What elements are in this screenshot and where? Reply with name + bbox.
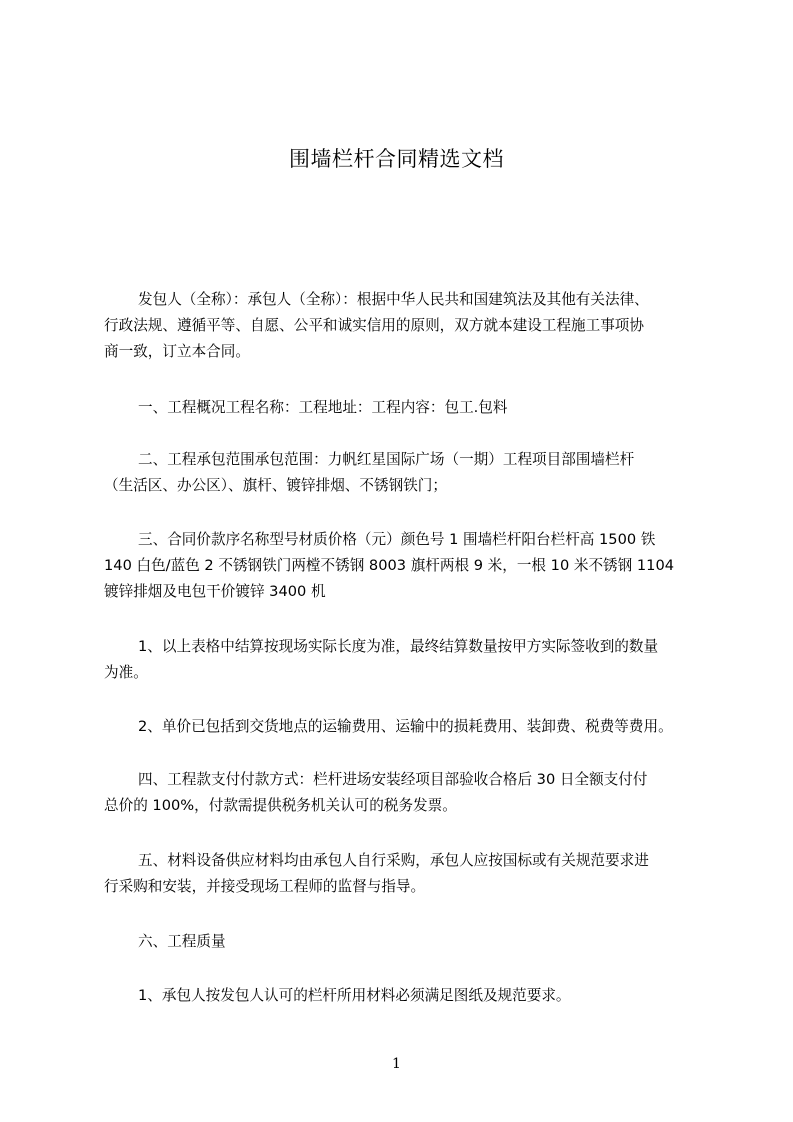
paragraph-quality-clause-1	[104, 983, 716, 1009]
paragraph-line: 六、工程质量	[138, 933, 226, 950]
paragraph-line: 140 白色/蓝色 2 不锈钢铁门两樘不锈钢 8003 旗杆两根 9 米，一根 10 米不锈钢 1104	[104, 557, 675, 574]
paragraph-line: 2、单价已包括到交货地点的运输费用、运输中的损耗费用、装卸费、税费等费用。	[138, 718, 673, 735]
paragraph-line: 五、材料设备供应材料均由承包人自行采购，承包人应按国标或有关规范要求进	[138, 852, 649, 869]
paragraph-line: 二、工程承包范围承包范围：力帆红星国际广场（一期）工程项目部围墙栏杆	[138, 451, 635, 468]
paragraph-clause-2	[104, 714, 716, 740]
paragraph-line: 总价的 100%，付款需提供税务机关认可的税务发票。	[104, 797, 457, 814]
paragraph-line: 1、以上表格中结算按现场实际长度为准，最终结算数量按甲方实际签收到的数量	[138, 638, 659, 655]
paragraph-line: 行政法规、遵循平等、自愿、公平和诚实信用的原则，双方就本建设工程施工事项协	[104, 317, 644, 334]
paragraph-section-5	[104, 848, 716, 900]
paragraph-section-1	[104, 395, 716, 421]
paragraph-line: （生活区、办公区）、旗杆、镀锌排烟、不锈钢铁门；	[104, 477, 447, 494]
paragraph-preamble	[104, 287, 716, 365]
paragraph-line: 商一致，订立本合同。	[104, 343, 250, 360]
paragraph-line: 行采购和安装，并接受现场工程师的监督与指导。	[104, 878, 426, 895]
paragraph-line: 一、工程概况工程名称：工程地址：工程内容：包工.包料	[138, 399, 508, 416]
paragraph-clause-1	[104, 634, 716, 686]
paragraph-line: 1、承包人按发包人认可的栏杆所用材料必须满足图纸及规范要求。	[138, 987, 571, 1004]
paragraph-line: 为准。	[104, 664, 148, 681]
paragraph-line: 镀锌排烟及电包干价镀锌 3400 机	[104, 583, 326, 600]
paragraph-section-3	[104, 527, 716, 605]
paragraph-line: 发包人（全称）：承包人（全称）：根据中华人民共和国建筑法及其他有关法律、	[138, 291, 649, 308]
document-title: 围墙栏杆合同精选文档	[289, 147, 504, 171]
page-number: 1	[392, 1056, 401, 1072]
paragraph-section-4	[104, 767, 716, 819]
paragraph-line: 三、合同价款序名称型号材质价格（元）颜色号 1 围墙栏杆阳台栏杆高 1500 铁	[138, 531, 656, 548]
paragraph-section-2	[104, 447, 716, 499]
paragraph-section-6	[104, 929, 716, 955]
paragraph-line: 四、工程款支付付款方式：栏杆进场安装经项目部验收合格后 30 日全额支付付	[138, 771, 648, 788]
